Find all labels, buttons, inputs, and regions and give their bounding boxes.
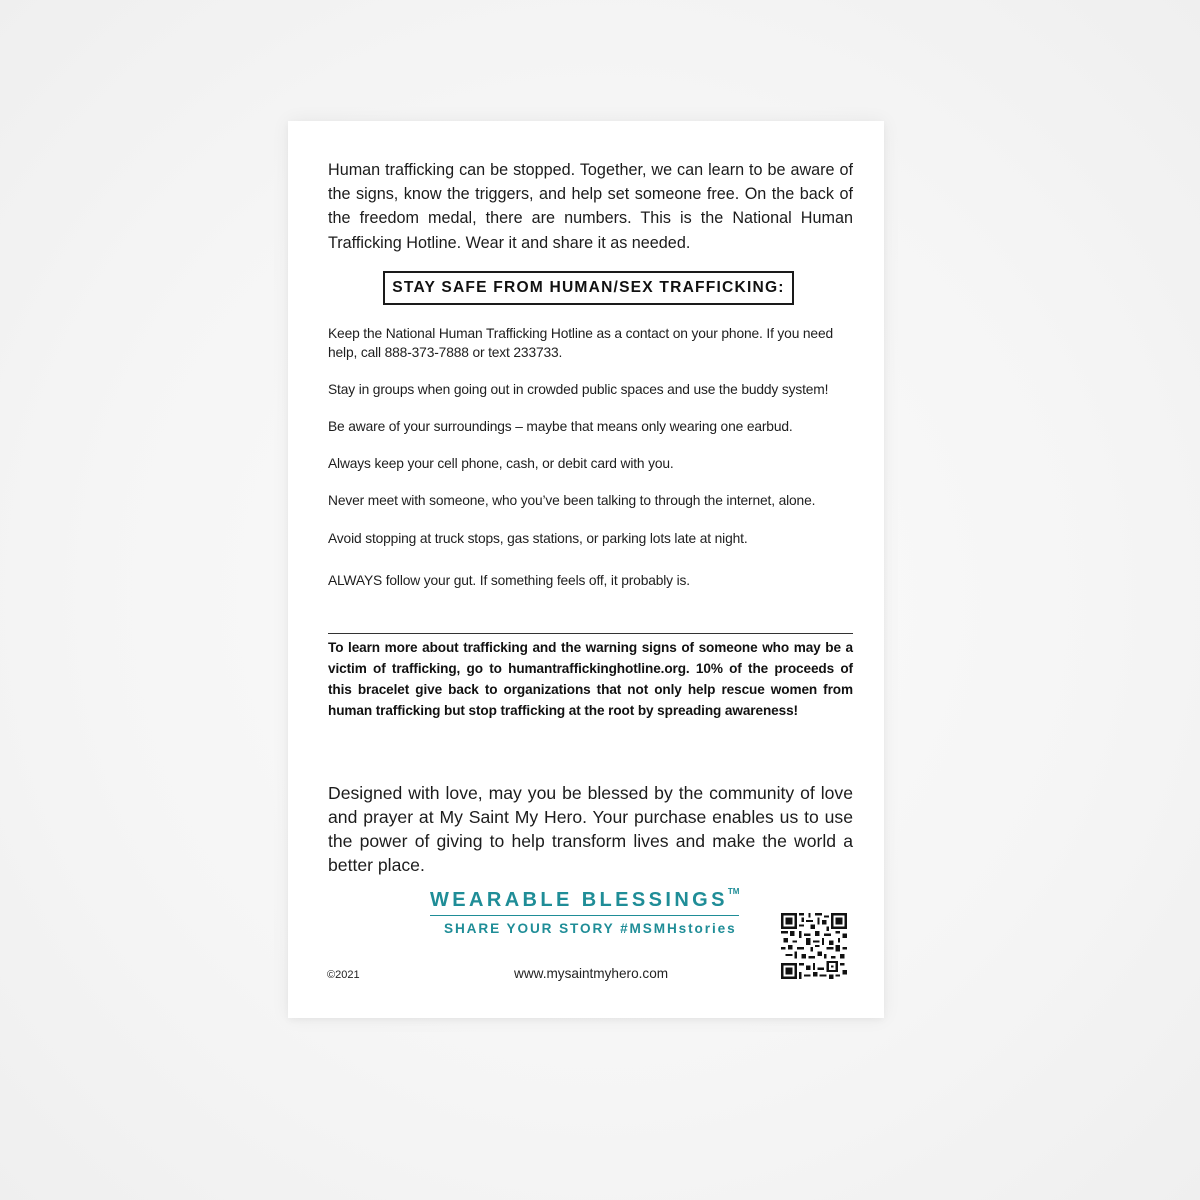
website-url: www.mysaintmyhero.com xyxy=(514,966,669,981)
section-divider xyxy=(328,633,853,634)
learn-more-paragraph: To learn more about trafficking and the warning signs of someone who may be a victim of trafficking, go to humantraffickinghotline.org. 10% of the proceeds of this bracelet give back to organizations that not only help rescue women from human trafficking but stop trafficking at the root by spreading awareness! xyxy=(328,640,853,718)
copyright: ©2021 xyxy=(327,969,360,981)
intro-paragraph: Human trafficking can be stopped. Together, we can learn to be aware of the signs, know the triggers, and help set someone free. On the back of the freedom medal, there are numbers. This is the National Human Trafficking Hotline. Wear it and share it as needed. xyxy=(328,161,853,252)
designed-paragraph: Designed with love, may you be blessed by the community of love and prayer at My Saint My Hero. Your purchase enables us to use the power of giving to help transform lives and make the world a better place. xyxy=(328,783,853,875)
tip-internet: Never meet with someone, who you’ve been talking to through the internet, alone. xyxy=(328,493,816,508)
qr-code-icon xyxy=(781,913,847,979)
tip-hotline: Keep the National Human Trafficking Hotline as a contact on your phone. If you need help, call 888-373-7888 or text 233733. xyxy=(328,326,834,360)
brand-title-text: WEARABLE BLESSINGS xyxy=(430,889,728,911)
tip-truck-stops: Avoid stopping at truck stops, gas stations, or parking lots late at night. xyxy=(328,531,748,546)
trademark-mark: TM xyxy=(727,887,740,897)
tip-cell-phone: Always keep your cell phone, cash, or debit card with you. xyxy=(328,456,674,471)
tip-gut: ALWAYS follow your gut. If something feels off, it probably is. xyxy=(328,573,690,588)
brand-subtitle: SHARE YOUR STORY #MSMHstories xyxy=(444,921,737,936)
brand-block xyxy=(430,889,750,936)
tip-groups: Stay in groups when going out in crowded public spaces and use the buddy system! xyxy=(328,382,829,397)
safety-heading: STAY SAFE FROM HUMAN/SEX TRAFFICKING: xyxy=(383,271,794,305)
info-card xyxy=(288,121,884,1018)
brand-title xyxy=(430,889,739,916)
tip-surroundings: Be aware of your surroundings – maybe that means only wearing one earbud. xyxy=(328,419,793,434)
